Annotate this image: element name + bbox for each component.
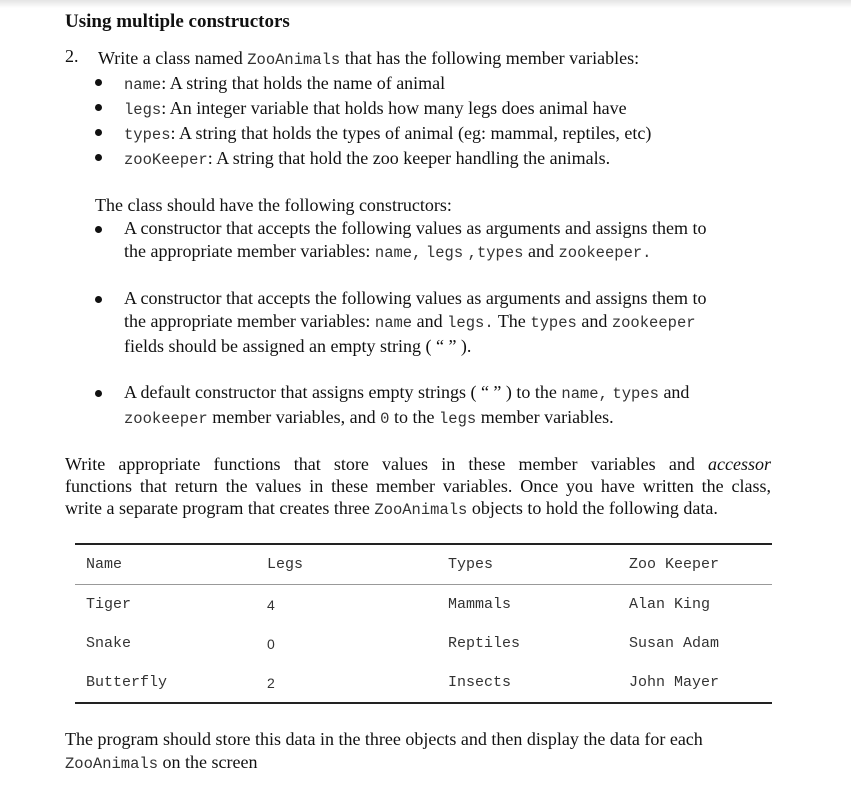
question-number: 2. (65, 46, 79, 66)
constructors-intro: The class should have the following constructors: (95, 195, 452, 215)
bullet-icon (95, 296, 102, 303)
bullet-icon (95, 79, 102, 86)
constructor-item-3: A default constructor that assigns empty strings ( “ ” ) to the name, types and zookeeper member variables, and 0 to the legs member variables. (124, 382, 690, 428)
cell-name: Tiger (86, 596, 132, 613)
table-header-row (75, 544, 772, 585)
constructor-item-1: A constructor that accepts the following values as arguments and assigns them to the appropriate member variables: name, legs ,types and zookeeper. (124, 218, 707, 262)
header-zoo-keeper: Zoo Keeper (618, 544, 772, 585)
member-item: types: A string that holds the types of animal (eg: mammal, reptiles, etc) (124, 123, 652, 144)
bullet-icon (95, 226, 102, 233)
cell-name: Butterfly (86, 674, 168, 691)
header-name: Name (75, 544, 256, 585)
constructor-item-2: A constructor that accepts the following values as arguments and assigns them to the appropriate member variables: name and legs. The types and zookeeper fields should be assigned an empty string ( “ ” ). (124, 288, 707, 356)
table-row (75, 663, 772, 703)
instructions-paragraph: Write appropriate functions that store values in these member variables and accessor functions that return the values in these member variables. Once you have written the class, write a separate program that creates three ZooAnimals objects to hold the following data. (65, 454, 771, 519)
question-intro: Write a class named ZooAnimals that has the following member variables: (98, 48, 640, 69)
cell-legs: 4 (267, 596, 275, 613)
footer-paragraph: The program should store this data in the three objects and then display the data for each ZooAnimals on the screen (65, 729, 703, 773)
cell-zoo-keeper: John Mayer (629, 674, 720, 691)
cell-name: Snake (86, 635, 132, 652)
bullet-icon (95, 129, 102, 136)
top-shadow (0, 0, 851, 8)
header-legs: Legs (256, 544, 437, 585)
header-types: Types (437, 544, 618, 585)
cell-types: Reptiles (448, 635, 521, 652)
cell-legs: 2 (267, 674, 275, 691)
bullet-icon (95, 104, 102, 111)
member-item: legs: An integer variable that holds how many legs does animal have (124, 98, 627, 119)
section-title: Using multiple constructors (65, 11, 290, 32)
member-item: zooKeeper: A string that hold the zoo keeper handling the animals. (124, 148, 611, 169)
cell-zoo-keeper: Alan King (629, 596, 711, 613)
animals-table (75, 543, 772, 704)
table-row (75, 624, 772, 663)
cell-types: Mammals (448, 596, 512, 613)
bullet-icon (95, 390, 102, 397)
table-row (75, 585, 772, 625)
cell-legs: 0 (267, 635, 275, 652)
bullet-icon (95, 154, 102, 161)
cell-zoo-keeper: Susan Adam (629, 635, 720, 652)
member-item: name: A string that holds the name of animal (124, 73, 446, 94)
cell-types: Insects (448, 674, 512, 691)
